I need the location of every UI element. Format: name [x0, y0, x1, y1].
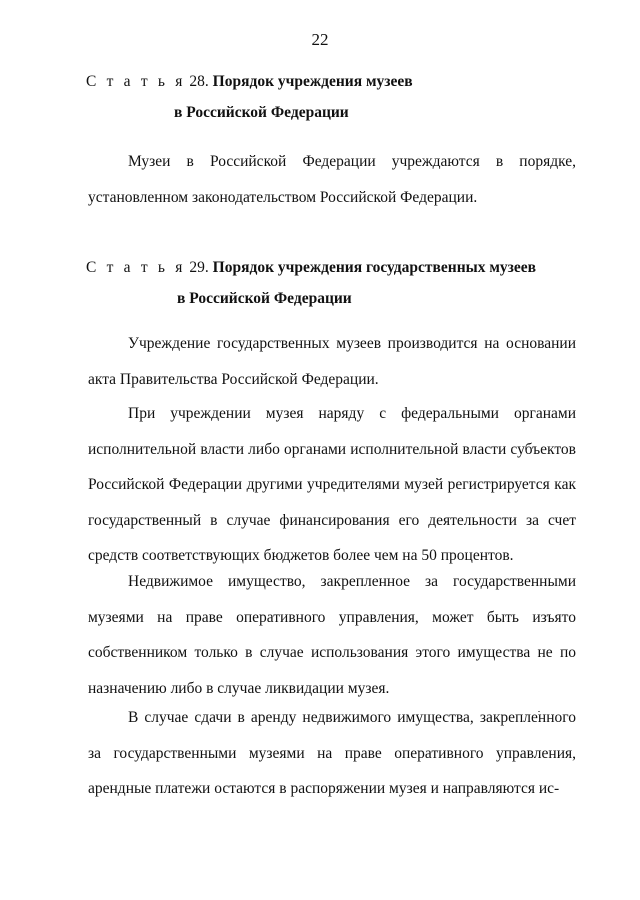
article-number: 28. — [189, 73, 209, 90]
article-28-heading — [86, 66, 413, 128]
paragraph-founding-act: Учреждение государственных музеев производится на основании акта Правительства Российской Федерации. — [88, 335, 576, 388]
article-label: С т а т ь я — [86, 73, 186, 90]
article-title-continuation: в Российской Федерации — [174, 104, 349, 121]
paragraph-registration: При учреждении музея наряду с федеральными органами исполнительной власти либо органами исполнительной власти субъектов Российской Федерации другими учредителями музей регистрируется как государственный в случае финансирования его деятельности за счет средств соответствующих бюджетов более чем на 50 процентов. — [88, 405, 576, 564]
paragraph-lease: В случае сдачи в аренду недвижимого имущества, закрепленного за государственными музеями на праве оперативного управления, арендные платежи остаются в распоряжении музея и направляются ис- — [88, 709, 576, 797]
article-number: 29. — [189, 259, 209, 276]
article-label: С т а т ь я — [86, 259, 186, 276]
article-title: Порядок учреждения государственных музеев — [212, 259, 537, 276]
article-title-continuation: в Российской Федерации — [177, 290, 352, 307]
paragraph-property: Недвижимое имущество, закрепленное за государственными музеями на праве оперативного управления, может быть изъято собственником только в случае использования этого имущества не по назначению либо в случае ликвидации музея. — [88, 573, 576, 697]
paragraph-article-28: Музеи в Российской Федерации учреждаются в порядке, установленном законодательством Российской Федерации. — [88, 153, 576, 206]
page-number: 22 — [311, 30, 329, 49]
article-29-heading — [86, 252, 536, 314]
article-title: Порядок учреждения музеев — [212, 73, 413, 90]
